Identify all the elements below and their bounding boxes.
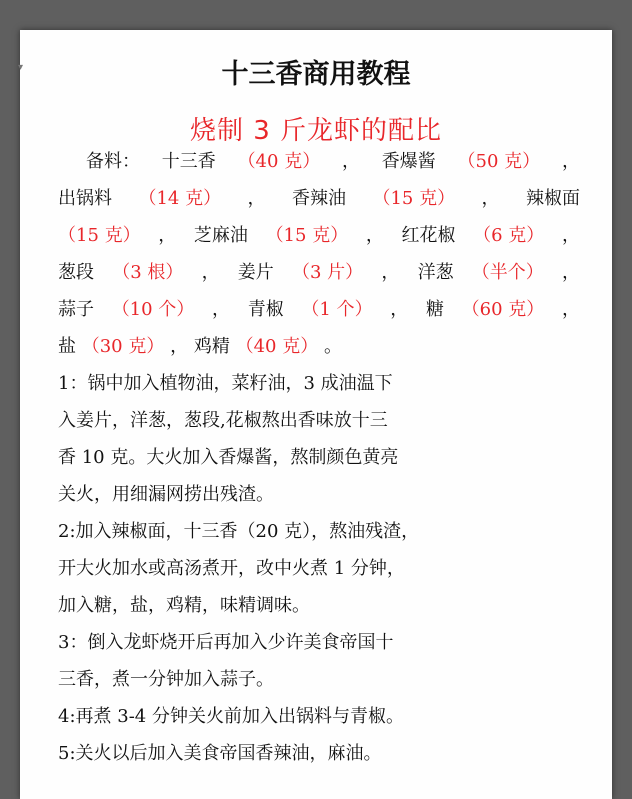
ingredient-sep: ， (201, 262, 220, 283)
ingredient-qty: （50 克） (457, 151, 541, 172)
ingredient-qty: （15 克） (372, 188, 456, 209)
ingredient-sep: ， (390, 299, 409, 320)
ingredient-sep: 。 (323, 336, 342, 357)
ingredient-line (58, 328, 580, 365)
ingredient-name: 出锅料 (58, 188, 112, 209)
ingredient-qty: （40 克） (237, 151, 321, 172)
ingredient-sep: ， (561, 299, 580, 320)
ingredient-sep: ， (158, 225, 177, 246)
step-2-line: 2:加入辣椒面，十三香（20 克），熬油残渣， (58, 521, 420, 542)
ingredient-qty: （14 克） (138, 188, 222, 209)
ingredient-name: 十三香 (161, 151, 216, 172)
ingredient-name: 香辣油 (292, 188, 346, 209)
recipe-subtitle: 烧制 3 斤龙虾的配比 (189, 116, 443, 146)
ingredient-sep: ， (212, 299, 231, 320)
ingredient-sep: ， (365, 225, 384, 246)
ingredient-qty: （60 克） (461, 299, 545, 320)
step-1-line: 入姜片，洋葱，葱段,花椒熬出香味放十三 (58, 410, 388, 431)
page-title: 十三香商用教程 (221, 59, 411, 90)
ingredient-qty: （15 克） (58, 225, 141, 246)
ingredient-name: 蒜子 (58, 299, 94, 320)
ingredient-name: 姜片 (237, 262, 274, 283)
ingredient-qty: （15 克） (265, 225, 349, 246)
step-2-line: 加入糖，盐，鸡精，味精调味。 (58, 595, 310, 616)
ingredient-sep: ， (561, 225, 580, 246)
ingredient-name: 洋葱 (417, 262, 454, 283)
ingredient-line (58, 143, 580, 180)
ingredient-sep: ， (562, 262, 580, 283)
ingredient-sep: ， (481, 188, 500, 209)
step-3-line: 三香，煮一分钟加入蒜子。 (58, 669, 274, 690)
ingredient-name: 鸡精 (193, 336, 230, 357)
ingredient-qty: （半个） (471, 262, 544, 283)
ingredient-sep: ， (381, 262, 400, 283)
ingredient-sep: ， (341, 151, 360, 172)
ingredient-name: 辣椒面 (526, 188, 580, 209)
ingredient-sep: ， (561, 151, 580, 172)
ingredient-qty: （6 克） (473, 225, 545, 246)
ingredient-qty: （30 克） (81, 336, 165, 357)
ingredient-sep: ， (170, 336, 189, 357)
ingredient-line (58, 217, 580, 254)
ingredient-line (58, 254, 580, 291)
ingredient-qty: （1 个） (301, 299, 373, 320)
ingredient-label: 备料： (86, 151, 140, 172)
scroll-marker-icon: ▾ (18, 62, 24, 73)
ingredient-line (58, 291, 580, 328)
step-1-line: 关火，用细漏网捞出残渣。 (58, 484, 274, 505)
ingredient-qty: （3 根） (112, 262, 184, 283)
ingredient-qty: （10 个） (111, 299, 195, 320)
step-4-line: 4:再煮 3-4 分钟关火前加入出锅料与青椒。 (58, 706, 404, 727)
ingredient-name: 红花椒 (401, 225, 456, 246)
step-1-line: 香 10 克。大火加入香爆酱，熬制颜色黄亮 (58, 447, 399, 468)
ingredient-line (58, 180, 580, 217)
ingredient-name: 盐 (58, 336, 76, 357)
ingredient-name: 糖 (425, 299, 444, 320)
ingredient-name: 青椒 (247, 299, 284, 320)
step-1-line: 1：锅中加入植物油，菜籽油，3 成油温下 (58, 373, 393, 394)
step-2-line: 开大火加水或高汤煮开，改中火煮 1 分钟， (58, 558, 405, 579)
ingredient-qty: （40 克） (235, 336, 319, 357)
recipe-body (58, 143, 580, 772)
ingredient-sep: ， (247, 188, 266, 209)
document-page (20, 30, 612, 799)
step-5-line: 5:关火以后加入美食帝国香辣油，麻油。 (58, 743, 382, 764)
ingredient-name: 葱段 (58, 262, 94, 283)
ingredient-name: 香爆酱 (381, 151, 436, 172)
ingredient-name: 芝麻油 (193, 225, 248, 246)
ingredient-qty: （3 片） (292, 262, 364, 283)
step-3-line: 3：倒入龙虾烧开后再加入少许美食帝国十 (58, 632, 394, 653)
